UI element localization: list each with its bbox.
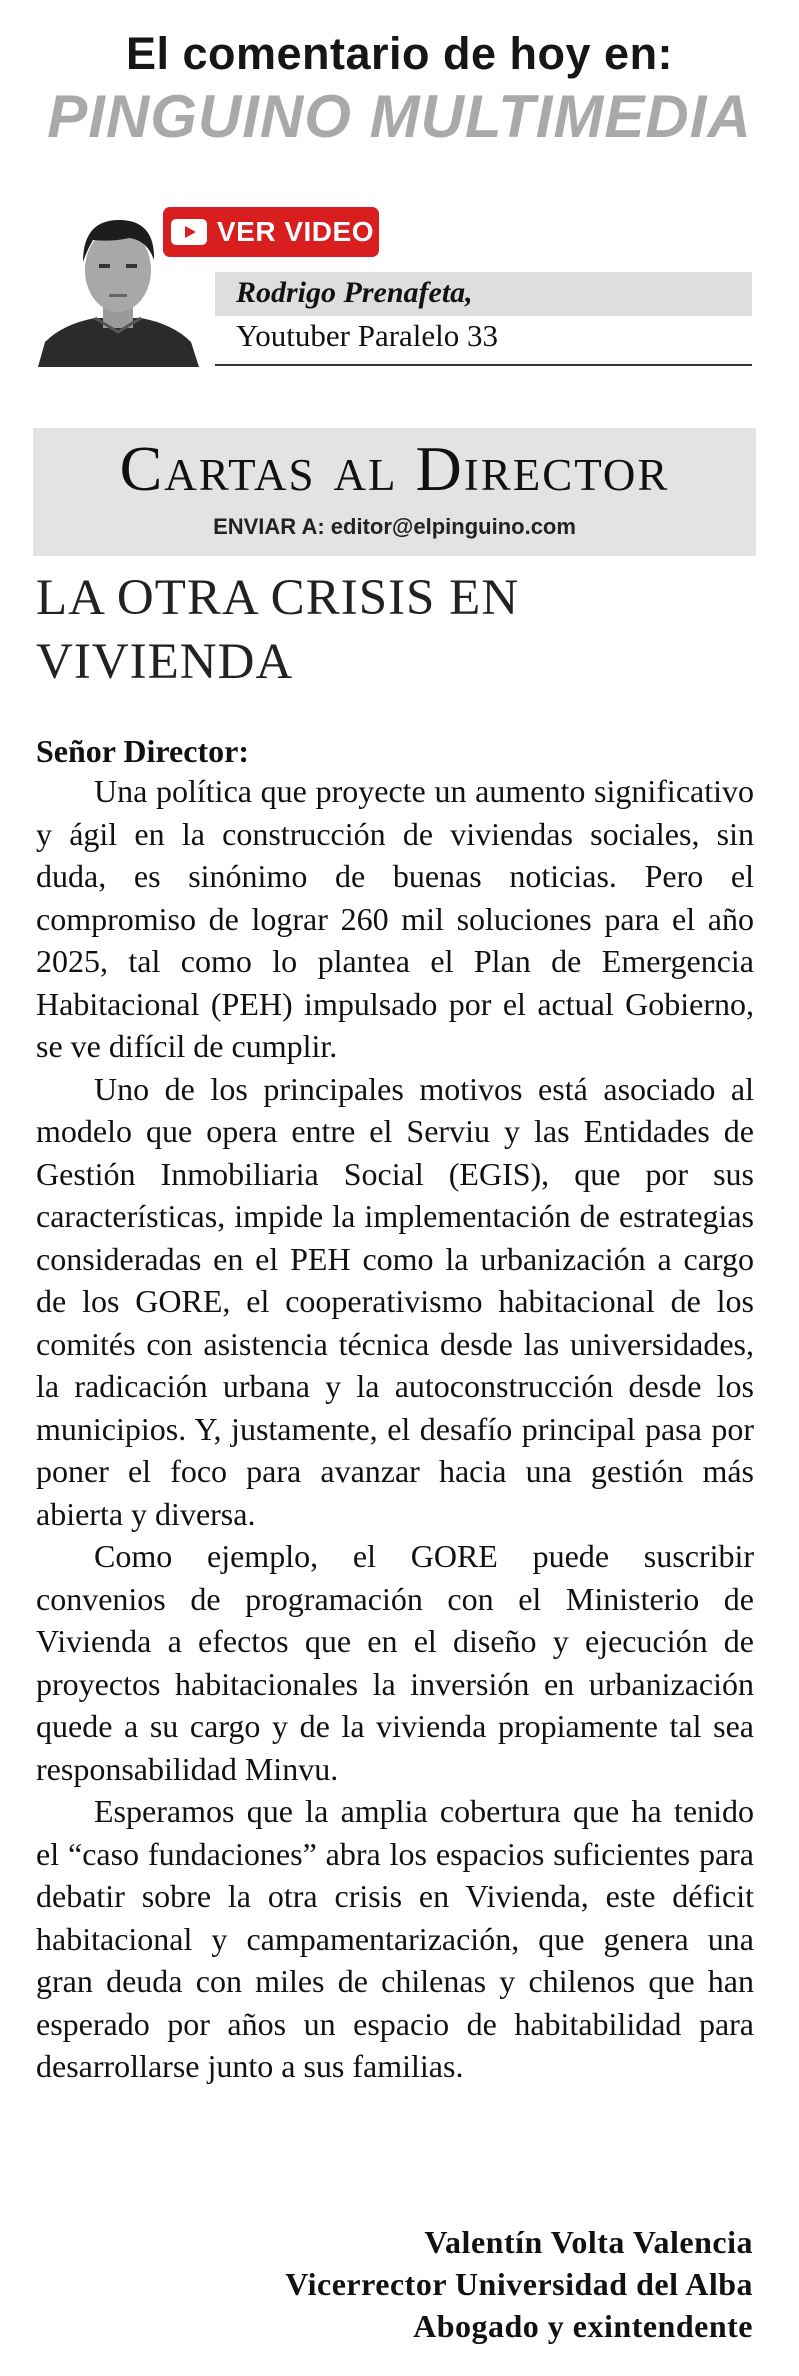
- promo-brand-logo: PINGUINO MULTIMEDIA: [47, 83, 752, 150]
- signature-title: Vicerrector Universidad del Alba: [285, 2266, 753, 2302]
- signature-role: Abogado y exintendente: [413, 2308, 753, 2344]
- letter-body: [36, 770, 754, 2088]
- promo-title: El comentario de hoy en:: [125, 28, 674, 79]
- body-paragraph: Uno de los principales motivos está asociado al modelo que opera entre el Serviu y las Entidades de Gestión Inmobiliaria Social (EGIS), que por sus características, impide la implementación de estrategias consideradas en el PEH como la urbanización a cargo de los GORE, el cooperativismo habitacional de los comités con asistencia técnica desde las universidades, la radicación urbana y la autoconstrucción desde los municipios. Y, justamente, el desafío principal pasa por poner el foco para avanzar hacia una gestión más abierta y diversa.: [36, 1070, 754, 1532]
- section-email: ENVIAR A: editor@elpinguino.com: [213, 514, 576, 539]
- play-icon: [171, 219, 207, 245]
- body-paragraph: Una política que proyecte un aumento significativo y ágil en la construcción de viviendas sociales, sin duda, es sinónimo de buenas noticias. Pero el compromiso de lograr 260 mil soluciones para el año 2025, tal como lo plantea el Plan de Emergencia Habitacional (PEH) impulsado por el actual Gobierno, se ve difícil de cumplir.: [36, 773, 754, 1064]
- headline-line-2: VIVIENDA: [36, 634, 294, 690]
- header-divider: [215, 364, 752, 366]
- headline-line-1: LA OTRA CRISIS EN: [36, 570, 520, 626]
- author-role: Youtuber Paralelo 33: [236, 318, 499, 353]
- letter-signature: [285, 2221, 753, 2347]
- signature-name: Valentín Volta Valencia: [424, 2224, 753, 2260]
- body-paragraph: Como ejemplo, el GORE puede suscribir convenios de programación con el Ministerio de Vivienda a efectos que en el diseño y ejecución de proyectos habitacionales la inversión en urbanización quede a su cargo y de la vivienda propiamente tal sea responsabilidad Minvu.: [36, 1538, 754, 1787]
- ver-video-label: VER VIDEO: [217, 216, 374, 247]
- body-paragraph: Esperamos que la amplia cobertura que ha tenido el “caso fundaciones” abra los espacios suficientes para debatir sobre la otra crisis en Vivienda, este déficit habitacional y campamentarización, que genera una gran deuda con miles de chilenas y chilenos que han esperado por años un espacio de habitabilidad para desarrollarse junto a sus familias.: [36, 1793, 754, 2084]
- letter-salutation: Señor Director:: [36, 733, 249, 769]
- letter-headline: [36, 566, 736, 694]
- section-title: Cartas al Director: [119, 433, 670, 504]
- author-name: Rodrigo Prenafeta,: [236, 276, 473, 309]
- ver-video-button[interactable]: [163, 207, 379, 257]
